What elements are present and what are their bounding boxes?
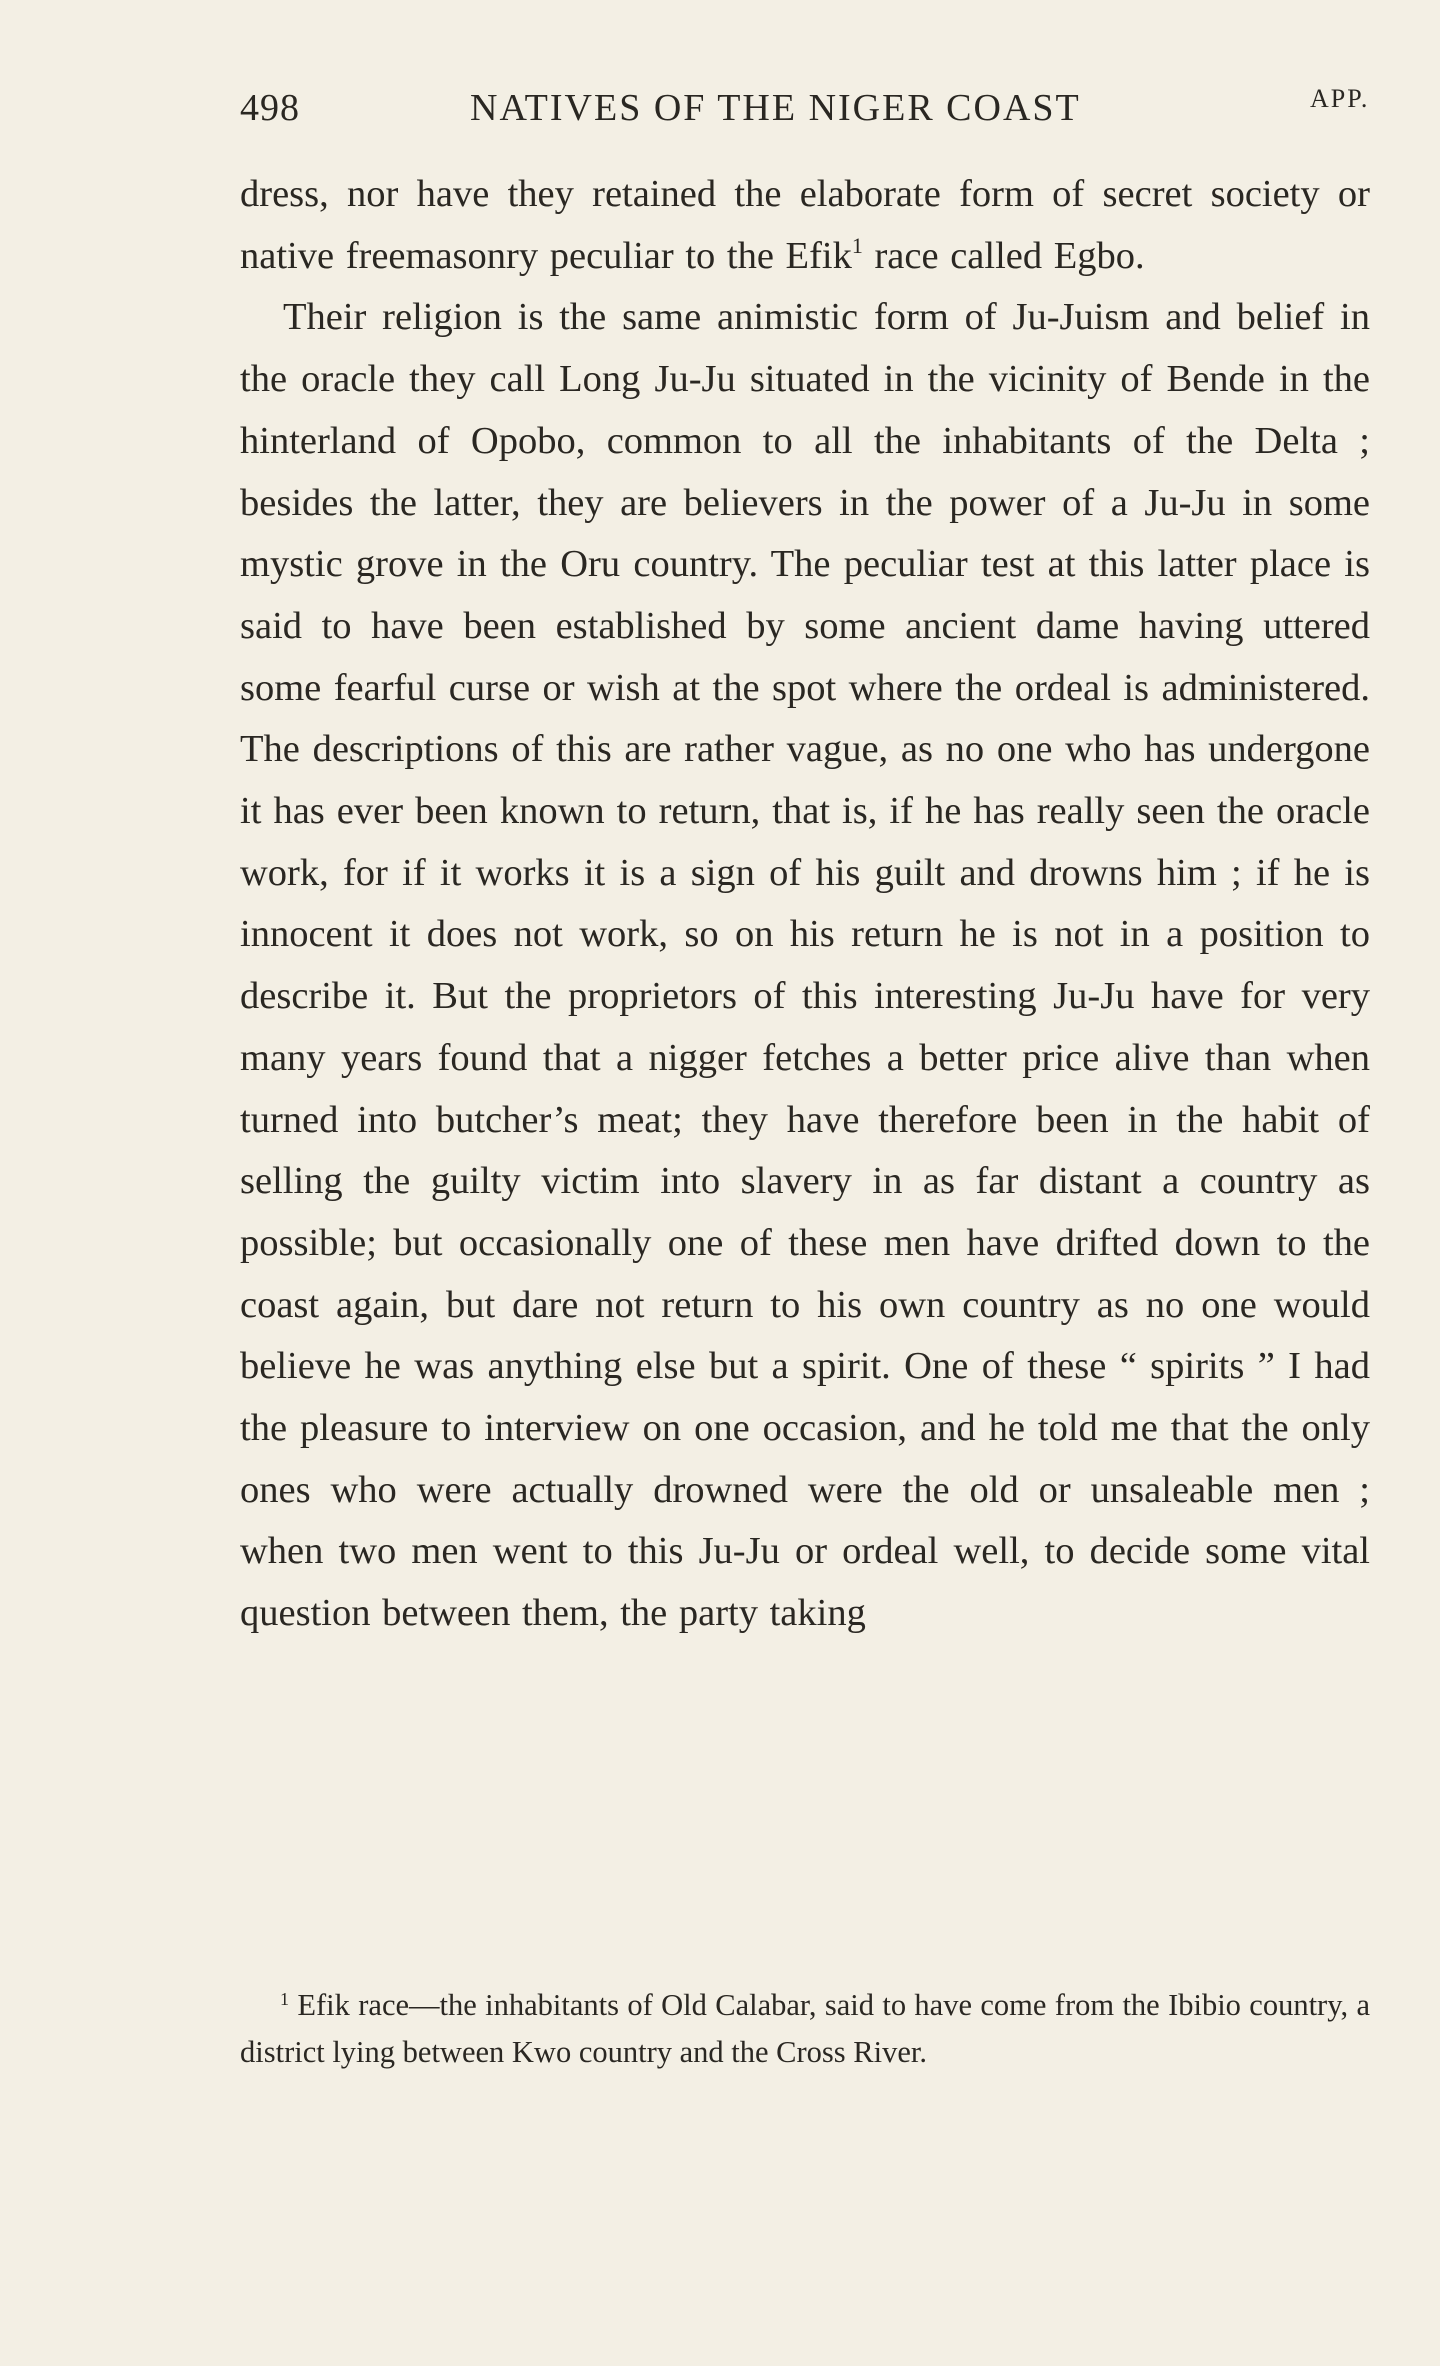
running-title: NATIVES OF THE NIGER COAST bbox=[470, 87, 1081, 129]
footnote bbox=[240, 1982, 1370, 2076]
footnote-marker: 1 bbox=[280, 1989, 289, 2009]
section-mark: APP. bbox=[1310, 84, 1370, 113]
footnote-text-block bbox=[240, 1982, 1370, 2076]
footnote-reference: 1 bbox=[851, 232, 863, 258]
body-text bbox=[240, 164, 1370, 1645]
footnote-text: Efik race—the inhabitants of Old Calabar, said to have come from the Ibibio country, a district lying between Kwo country and the Cross River. bbox=[240, 1988, 1371, 2069]
paragraph-continued bbox=[240, 164, 1370, 287]
running-head bbox=[240, 86, 1390, 136]
paragraph: Their religion is the same animistic form of Ju-Juism and belief in the oracle they call Long Ju-Ju situated in the vicinity of Bende in the hinterland of Opobo, common to all the inhabitants of the Delta ; besides the latter, they are believers in the power of a Ju-Ju in some mystic grove in the Oru country. The peculiar test at this latter place is said to have been established by some ancient dame having uttered some fearful curse or wish at the spot where the ordeal is administered. The descriptions of this are rather vague, as no one who has undergone it has ever been known to return, that is, if he has really seen the oracle work, for if it works it is a sign of his guilt and drowns him ; if he is innocent it does not work, so on his return he is not in a position to describe it. But the proprietors of this interesting Ju-Ju have for very many years found that a nigger fetches a better price alive than when turned into butcher’s meat; they have therefore been in the habit of selling the guilty victim into slavery in as far distant a country as possible; but occasionally one of these men have drifted down to the coast again, but dare not return to his own country as no one would believe he was anything else but a spirit. One of these “ spirits ” I had the pleasure to interview on one occasion, and he told me that the only ones who were actually drowned were the old or unsaleable men ; when two men went to this Ju-Ju or ordeal well, to decide some vital question between them, the party taking bbox=[240, 296, 1370, 1635]
paragraph-text: race called Egbo. bbox=[862, 234, 1145, 277]
page-number: 498 bbox=[240, 87, 300, 129]
paragraph-text: dress, nor have they retained the elaborate form of secret society or native freemasonry peculiar to the Efik bbox=[240, 173, 1370, 277]
